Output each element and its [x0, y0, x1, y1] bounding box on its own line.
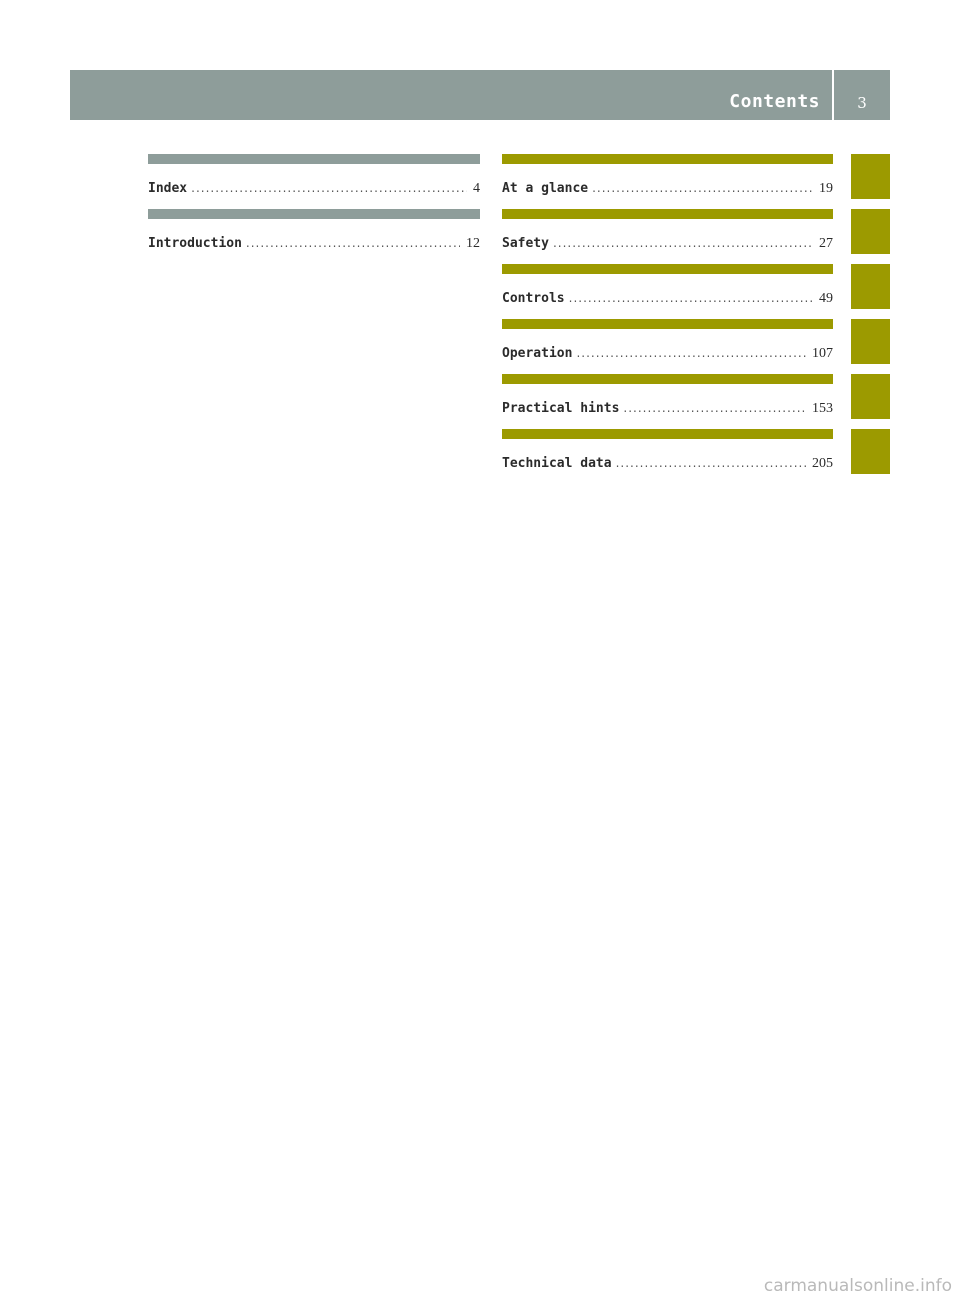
section-bar [148, 209, 480, 219]
dot-leader [576, 346, 806, 360]
toc-entry-page[interactable]: 12 [466, 236, 480, 251]
section-bar [502, 429, 833, 439]
section-bar [502, 209, 833, 219]
section-bar [502, 374, 833, 384]
toc-entry-page[interactable]: 205 [812, 456, 833, 471]
toc-entry-page[interactable]: 4 [473, 181, 480, 196]
section-bar [502, 154, 833, 164]
header-page-number: 3 [857, 94, 867, 112]
toc-entry-label[interactable]: Controls [502, 291, 565, 306]
toc-entry-label[interactable]: Practical hints [502, 401, 620, 416]
section-tab-safety[interactable] [851, 209, 890, 254]
toc-entry-label[interactable]: Index [148, 181, 188, 196]
dot-leader [616, 456, 806, 470]
toc-entry-page[interactable]: 107 [812, 346, 833, 361]
toc-entry-row [502, 236, 833, 254]
toc-right-column [502, 154, 833, 484]
dot-leader [246, 236, 460, 250]
toc-entry-practical-hints[interactable] [502, 374, 833, 429]
toc-entry-controls[interactable] [502, 264, 833, 319]
section-tab-operation[interactable] [851, 319, 890, 364]
section-tabs [851, 154, 890, 484]
toc-entry-label[interactable]: Introduction [148, 236, 242, 251]
toc-entry-introduction[interactable] [148, 209, 480, 264]
footer-watermark: carmanualsonline.info [763, 1276, 952, 1296]
toc-entry-label[interactable]: Operation [502, 346, 573, 361]
toc-entry-row [502, 456, 833, 474]
section-tab-technical-data[interactable] [851, 429, 890, 474]
toc-entry-row [502, 346, 833, 364]
section-bar [148, 154, 480, 164]
dot-leader [592, 181, 813, 195]
toc-entry-at-a-glance[interactable] [502, 154, 833, 209]
toc-entry-row [502, 401, 833, 419]
dot-leader [623, 401, 806, 415]
toc-entry-page[interactable]: 49 [819, 291, 833, 306]
toc-entry-operation[interactable] [502, 319, 833, 374]
toc-entry-row [502, 291, 833, 309]
section-bar [502, 264, 833, 274]
toc-entry-page[interactable]: 153 [812, 401, 833, 416]
section-tab-at-a-glance[interactable] [851, 154, 890, 199]
toc-entry-label[interactable]: Technical data [502, 456, 612, 471]
toc-entry-label[interactable]: At a glance [502, 181, 589, 196]
section-tab-practical-hints[interactable] [851, 374, 890, 419]
toc-entry-safety[interactable] [502, 209, 833, 264]
section-tab-controls[interactable] [851, 264, 890, 309]
toc-left-column [148, 154, 480, 264]
toc-entry-page[interactable]: 27 [819, 236, 833, 251]
toc-entry-row [148, 236, 480, 254]
page-header [70, 70, 890, 120]
dot-leader [553, 236, 813, 250]
toc-entry-row [502, 181, 833, 199]
toc-entry-row [148, 181, 480, 199]
toc-entry-page[interactable]: 19 [819, 181, 833, 196]
toc-entry-technical-data[interactable] [502, 429, 833, 484]
section-bar [502, 319, 833, 329]
dot-leader [191, 181, 467, 195]
header-title: Contents [729, 91, 820, 112]
toc-entry-label[interactable]: Safety [502, 236, 549, 251]
toc-entry-index[interactable] [148, 154, 480, 209]
dot-leader [569, 291, 813, 305]
